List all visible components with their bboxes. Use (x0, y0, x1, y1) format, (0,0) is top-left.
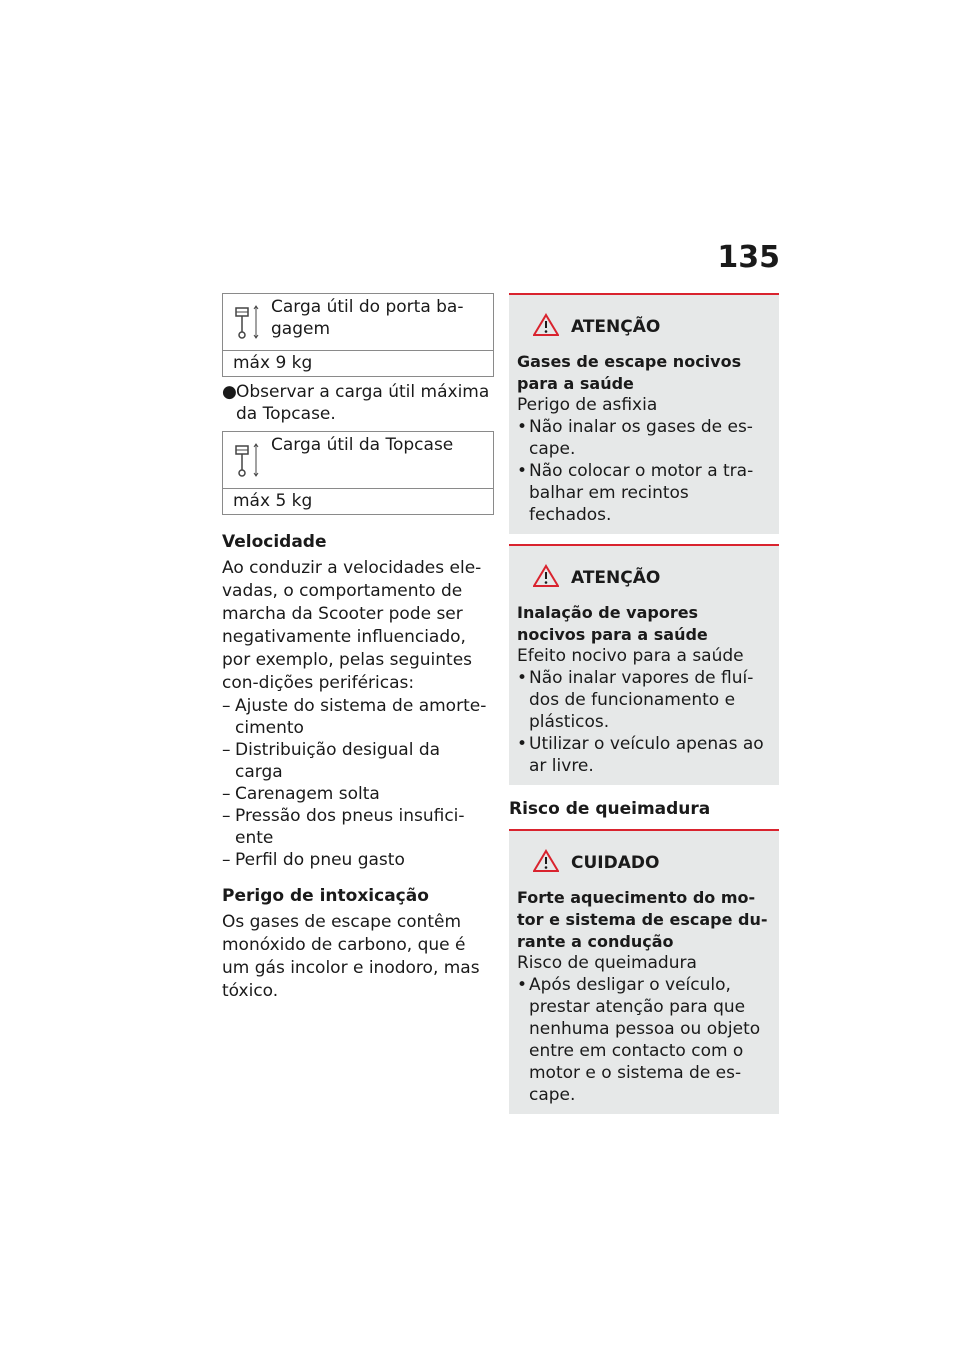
warning-label: ATENÇÃO (571, 317, 661, 337)
warning-triangle-icon (533, 564, 559, 592)
intoxicacao-body: Os gases de escape contêm monóxido de carbono, que é um gás incolor e inodoro, mas tóxico. (222, 912, 480, 1001)
caution-list (517, 974, 771, 1106)
warning-subtitle: Perigo de asfixia (517, 395, 658, 415)
bullet-item (222, 381, 492, 425)
bullet-text: Observar a carga útil máxima da Topcase. (236, 382, 490, 424)
spec-table-luggage-rack (222, 293, 494, 377)
list-item: – Carenagem solta (222, 784, 380, 804)
warning-triangle-icon (533, 313, 559, 341)
spec-value: máx 9 kg (223, 350, 493, 376)
list-item: • Não colocar o motor a tra-balhar em recintos fechados. (517, 461, 754, 525)
warning-list (517, 667, 771, 777)
velocidade-list (222, 695, 492, 871)
bullet-dot-icon: ● (222, 382, 237, 402)
list-item: • Não inalar os gases de es-cape. (517, 417, 753, 459)
warning-box (509, 293, 779, 534)
warning-box (509, 544, 779, 785)
caution-label: CUIDADO (571, 853, 660, 873)
left-column (222, 293, 492, 1003)
luggage-weight-icon (223, 294, 271, 350)
warning-subtitle: Efeito nocivo para a saúde (517, 646, 744, 666)
caution-box (509, 829, 779, 1114)
list-item: • Utilizar o veículo apenas ao ar livre. (517, 734, 764, 776)
velocidade-body: Ao conduzir a velocidades ele-vadas, o comportamento de marcha da Scooter pode ser negativamente influenciado, por exemplo, pelas seguintes con-dições periféricas: (222, 558, 482, 693)
section-heading-intoxicacao: Perigo de intoxicação (222, 886, 429, 906)
list-item: – Ajuste do sistema de amorte-cimento (222, 696, 487, 738)
spec-value: máx 5 kg (223, 488, 493, 514)
luggage-weight-icon (223, 432, 271, 488)
spec-title: Carga útil da Topcase (271, 435, 454, 455)
section-heading-risco: Risco de queimadura (509, 799, 711, 819)
list-item: • Não inalar vapores de fluí-dos de funcionamento e plásticos. (517, 668, 754, 732)
caution-subtitle: Risco de queimadura (517, 953, 697, 973)
warning-triangle-icon (533, 849, 559, 877)
list-item: • Após desligar o veículo, prestar atenção para que nenhuma pessoa ou objeto entre em contacto com o motor e o sistema de es-cape. (517, 975, 761, 1105)
list-item: – Pressão dos pneus insufici-ente (222, 806, 465, 848)
list-item: – Perfil do pneu gasto (222, 850, 405, 870)
right-column (509, 293, 779, 1124)
page-number: 135 (717, 240, 780, 275)
list-item: – Distribuição desigual da carga (222, 740, 441, 782)
caution-title: Forte aquecimento do mo-tor e sistema de escape du-rante a condução (517, 888, 768, 951)
warning-list (517, 416, 771, 526)
warning-title: Inalação de vapores nocivos para a saúde (517, 603, 708, 644)
warning-label: ATENÇÃO (571, 568, 661, 588)
section-heading-velocidade: Velocidade (222, 532, 327, 552)
spec-title: Carga útil do porta ba-gagem (271, 297, 464, 339)
spec-table-topcase (222, 431, 494, 515)
warning-title: Gases de escape nocivos para a saúde (517, 352, 742, 393)
